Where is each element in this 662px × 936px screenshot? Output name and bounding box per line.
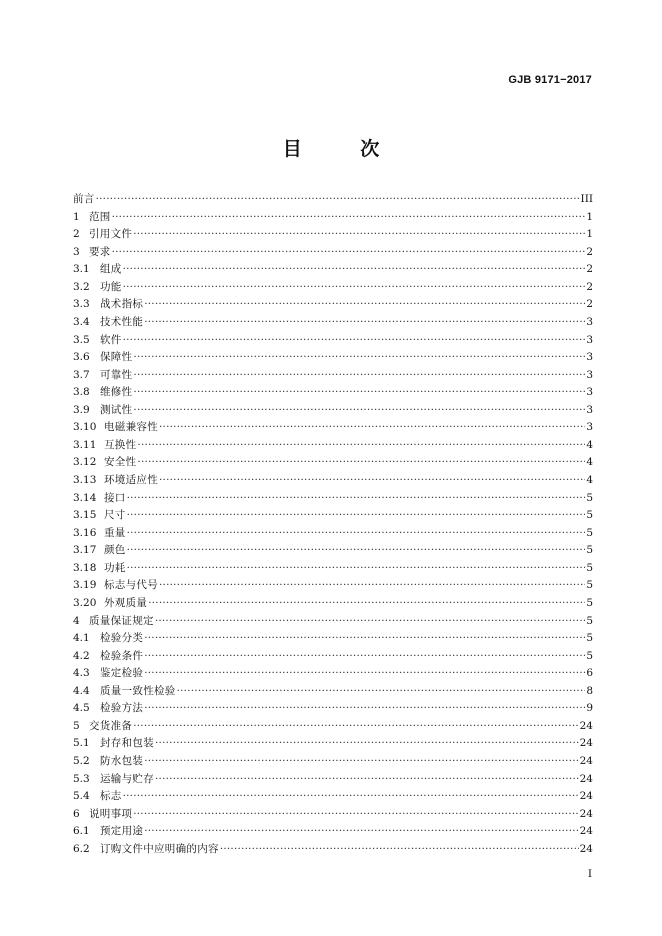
toc-entry-number: 4 bbox=[73, 614, 80, 627]
toc-entry-page: 4 bbox=[586, 474, 593, 486]
toc-entry-number: 3.12 bbox=[73, 456, 97, 469]
toc-entry-title: 环境适应性 bbox=[104, 474, 158, 486]
toc-entry-page: 5 bbox=[586, 526, 593, 539]
toc-entry-page: 24 bbox=[579, 737, 593, 750]
toc-leader-dots bbox=[155, 771, 579, 789]
toc-entry-page: 5 bbox=[586, 649, 593, 662]
toc-leader-dots bbox=[112, 209, 586, 227]
toc-entry-page: 8 bbox=[586, 684, 593, 697]
toc-entry-title: 测试性 bbox=[100, 403, 133, 416]
toc-entry-number: 3.2 bbox=[73, 280, 90, 293]
toc-entry-number: 3.14 bbox=[73, 491, 97, 504]
toc-leader-dots bbox=[123, 261, 586, 279]
page-title: 目 次 bbox=[282, 138, 406, 160]
toc-entry-page: 5 bbox=[586, 544, 593, 557]
toc-leader-dots bbox=[144, 665, 585, 683]
toc-leader-dots bbox=[133, 349, 585, 367]
toc-entry-number: 3.3 bbox=[73, 298, 90, 311]
toc-entry-page: 3 bbox=[586, 315, 593, 328]
toc-entry-number: 3.7 bbox=[73, 368, 90, 381]
toc-entry[interactable] bbox=[73, 279, 593, 297]
toc-entry-page: 2 bbox=[586, 263, 593, 276]
toc-leader-dots bbox=[159, 577, 585, 595]
toc-leader-dots bbox=[127, 542, 586, 560]
toc-entry-title: 检验条件 bbox=[100, 649, 144, 662]
toc-entry-title: 质量保证规定 bbox=[89, 614, 154, 627]
toc-entry-title: 维修性 bbox=[100, 386, 133, 399]
toc-entry[interactable] bbox=[73, 841, 593, 859]
toc-entry-page: 3 bbox=[586, 421, 593, 434]
toc-entry-title: 运输与贮存 bbox=[100, 772, 154, 785]
toc-leader-dots bbox=[148, 595, 585, 613]
toc-entry[interactable] bbox=[73, 367, 593, 385]
toc-entry[interactable] bbox=[73, 577, 593, 595]
toc-entry[interactable] bbox=[73, 560, 593, 578]
toc-entry-page: III bbox=[580, 193, 593, 205]
toc-entry-number: 2 bbox=[73, 228, 80, 241]
toc-entry-number: 3.20 bbox=[73, 596, 97, 609]
toc-entry-page: 24 bbox=[579, 807, 593, 820]
toc-entry-page: 9 bbox=[586, 702, 593, 715]
toc-leader-dots bbox=[144, 648, 585, 666]
toc-entry-number: 4.3 bbox=[73, 667, 90, 680]
toc-entry-title: 范围 bbox=[89, 210, 111, 223]
toc-leader-dots bbox=[123, 332, 586, 350]
toc-entry-number: 3.4 bbox=[73, 315, 90, 328]
toc-entry-title: 接口 bbox=[104, 491, 126, 504]
toc-entry-number: 4.2 bbox=[73, 649, 90, 662]
toc-entry[interactable] bbox=[73, 437, 593, 455]
toc-entry[interactable] bbox=[73, 332, 593, 350]
toc-entry-page: 1 bbox=[586, 228, 593, 241]
toc-leader-dots bbox=[133, 402, 585, 420]
toc-entry-number: 3.13 bbox=[73, 474, 97, 486]
toc-entry[interactable] bbox=[73, 788, 593, 806]
toc-entry-page: 2 bbox=[586, 280, 593, 293]
toc-entry-title: 前言 bbox=[73, 193, 95, 205]
toc-entry[interactable] bbox=[73, 806, 593, 824]
table-of-contents bbox=[73, 191, 593, 858]
toc-entry[interactable] bbox=[73, 226, 593, 244]
toc-entry[interactable] bbox=[73, 630, 593, 648]
toc-entry-number: 3.18 bbox=[73, 561, 97, 574]
toc-entry-title: 颜色 bbox=[104, 544, 126, 557]
toc-entry-title: 电磁兼容性 bbox=[104, 421, 158, 434]
toc-leader-dots bbox=[155, 735, 579, 753]
toc-entry[interactable] bbox=[73, 454, 593, 472]
toc-leader-dots bbox=[96, 191, 580, 209]
toc-entry-number: 6.1 bbox=[73, 825, 90, 838]
toc-entry-page: 3 bbox=[586, 368, 593, 381]
toc-leader-dots bbox=[127, 507, 586, 525]
toc-leader-dots bbox=[144, 630, 585, 648]
toc-entry-number: 3.15 bbox=[73, 509, 97, 522]
toc-entry-page: 3 bbox=[586, 386, 593, 399]
toc-entry-title: 重量 bbox=[104, 526, 126, 539]
toc-entry-page: 24 bbox=[579, 772, 593, 785]
toc-entry[interactable] bbox=[73, 507, 593, 525]
toc-entry-page: 6 bbox=[586, 667, 593, 680]
toc-entry-page: 3 bbox=[586, 403, 593, 416]
toc-entry-page: 4 bbox=[586, 456, 593, 469]
toc-entry-number: 6.2 bbox=[73, 842, 90, 855]
toc-leader-dots bbox=[144, 700, 585, 718]
toc-entry-number: 5.3 bbox=[73, 772, 90, 785]
toc-entry-title: 组成 bbox=[100, 263, 122, 276]
toc-leader-dots bbox=[133, 718, 578, 736]
toc-entry[interactable] bbox=[73, 613, 593, 631]
toc-entry-title: 标志 bbox=[100, 790, 122, 803]
toc-entry[interactable] bbox=[73, 823, 593, 841]
toc-entry[interactable] bbox=[73, 542, 593, 560]
toc-leader-dots bbox=[159, 419, 585, 437]
toc-entry-number: 1 bbox=[73, 210, 80, 223]
toc-entry-number: 3.8 bbox=[73, 386, 90, 399]
toc-entry-title: 标志与代号 bbox=[104, 579, 158, 592]
toc-entry[interactable] bbox=[73, 349, 593, 367]
toc-leader-dots bbox=[123, 279, 586, 297]
toc-entry-number: 4.5 bbox=[73, 702, 90, 715]
toc-entry-title: 保障性 bbox=[100, 351, 133, 364]
toc-entry[interactable] bbox=[73, 718, 593, 736]
toc-entry-page: 24 bbox=[579, 719, 593, 732]
toc-entry[interactable] bbox=[73, 261, 593, 279]
toc-entry-page: 1 bbox=[586, 210, 593, 223]
toc-entry-title: 说明事项 bbox=[89, 807, 133, 820]
toc-entry[interactable] bbox=[73, 191, 593, 209]
toc-entry-number: 5.1 bbox=[73, 737, 90, 750]
toc-leader-dots bbox=[133, 367, 585, 385]
toc-entry-title: 功能 bbox=[100, 280, 122, 293]
toc-entry-number: 3.5 bbox=[73, 333, 90, 346]
toc-entry[interactable] bbox=[73, 753, 593, 771]
toc-entry-page: 24 bbox=[579, 825, 593, 838]
toc-leader-dots bbox=[137, 437, 585, 455]
toc-entry[interactable] bbox=[73, 472, 593, 490]
toc-entry-number: 3.16 bbox=[73, 526, 97, 539]
toc-entry[interactable] bbox=[73, 525, 593, 543]
toc-entry-number: 3 bbox=[73, 245, 80, 258]
toc-entry-number: 3.10 bbox=[73, 421, 97, 434]
toc-leader-dots bbox=[159, 472, 585, 490]
toc-entry-title: 互换性 bbox=[104, 438, 137, 451]
page-number: I bbox=[587, 868, 592, 880]
toc-entry[interactable] bbox=[73, 595, 593, 613]
toc-entry-number: 3.17 bbox=[73, 544, 97, 557]
toc-entry-number: 3.6 bbox=[73, 351, 90, 364]
toc-entry[interactable] bbox=[73, 314, 593, 332]
toc-entry-number: 3.9 bbox=[73, 403, 90, 416]
toc-leader-dots bbox=[127, 525, 586, 543]
toc-entry[interactable] bbox=[73, 648, 593, 666]
toc-entry-page: 24 bbox=[579, 755, 593, 767]
toc-entry-title: 订购文件中应明确的内容 bbox=[100, 842, 219, 855]
toc-entry-title: 战术指标 bbox=[100, 298, 144, 311]
toc-entry-page: 4 bbox=[586, 438, 593, 451]
toc-entry-number: 3.19 bbox=[73, 579, 97, 592]
toc-leader-dots bbox=[155, 613, 586, 631]
toc-leader-dots bbox=[133, 226, 585, 244]
toc-leader-dots bbox=[137, 454, 585, 472]
toc-entry[interactable] bbox=[73, 700, 593, 718]
toc-entry-page: 24 bbox=[579, 842, 593, 855]
toc-leader-dots bbox=[144, 314, 585, 332]
toc-entry-title: 安全性 bbox=[104, 456, 137, 469]
toc-entry-title: 功耗 bbox=[104, 561, 126, 574]
toc-entry-title: 尺寸 bbox=[104, 509, 126, 522]
toc-entry-page: 5 bbox=[586, 509, 593, 522]
toc-entry[interactable] bbox=[73, 244, 593, 262]
toc-entry-number: 5 bbox=[73, 719, 80, 732]
toc-entry[interactable] bbox=[73, 419, 593, 437]
toc-entry-page: 3 bbox=[586, 351, 593, 364]
toc-leader-dots bbox=[123, 788, 579, 806]
toc-entry-title: 封存和包装 bbox=[100, 737, 154, 750]
toc-leader-dots bbox=[112, 244, 586, 262]
toc-entry-title: 技术性能 bbox=[100, 315, 144, 328]
toc-leader-dots bbox=[144, 296, 585, 314]
toc-leader-dots bbox=[144, 823, 578, 841]
toc-leader-dots bbox=[133, 384, 585, 402]
toc-leader-dots bbox=[177, 683, 586, 701]
toc-entry[interactable] bbox=[73, 490, 593, 508]
toc-entry[interactable] bbox=[73, 296, 593, 314]
toc-entry-number: 6 bbox=[73, 807, 80, 820]
toc-entry-page: 2 bbox=[586, 245, 593, 258]
toc-entry-title: 检验分类 bbox=[100, 632, 144, 645]
toc-leader-dots bbox=[220, 841, 579, 859]
toc-entry-title: 引用文件 bbox=[89, 228, 133, 241]
toc-entry-page: 24 bbox=[579, 790, 593, 803]
toc-entry-page: 5 bbox=[586, 596, 593, 609]
toc-entry-page: 2 bbox=[586, 298, 593, 311]
toc-entry-title: 鉴定检验 bbox=[100, 667, 144, 680]
toc-entry-number: 5.4 bbox=[73, 790, 90, 803]
toc-entry-title: 防水包装 bbox=[100, 755, 144, 767]
toc-entry[interactable] bbox=[73, 683, 593, 701]
toc-entry-number: 5.2 bbox=[73, 755, 90, 767]
toc-leader-dots bbox=[127, 490, 586, 508]
toc-entry-number: 3.11 bbox=[73, 438, 97, 451]
toc-entry-page: 5 bbox=[586, 561, 593, 574]
toc-entry-page: 5 bbox=[586, 614, 593, 627]
toc-entry-title: 软件 bbox=[100, 333, 122, 346]
toc-entry-title: 质量一致性检验 bbox=[100, 684, 176, 697]
toc-entry[interactable] bbox=[73, 209, 593, 227]
toc-entry-page: 5 bbox=[586, 632, 593, 645]
toc-entry-title: 要求 bbox=[89, 245, 111, 258]
toc-leader-dots bbox=[127, 560, 586, 578]
toc-entry-page: 5 bbox=[586, 491, 593, 504]
toc-entry-title: 检验方法 bbox=[100, 702, 144, 715]
toc-entry-title: 预定用途 bbox=[100, 825, 144, 838]
toc-entry-number: 4.4 bbox=[73, 684, 90, 697]
toc-entry-number: 4.1 bbox=[73, 632, 90, 645]
toc-entry-page: 3 bbox=[586, 333, 593, 346]
toc-entry-title: 交货准备 bbox=[89, 719, 133, 732]
toc-leader-dots bbox=[133, 806, 578, 824]
toc-leader-dots bbox=[144, 753, 578, 771]
toc-entry-title: 外观质量 bbox=[104, 596, 148, 609]
toc-entry[interactable] bbox=[73, 402, 593, 420]
toc-entry[interactable] bbox=[73, 384, 593, 402]
toc-entry-page: 5 bbox=[586, 579, 593, 592]
toc-entry-title: 可靠性 bbox=[100, 368, 133, 381]
toc-entry-number: 3.1 bbox=[73, 263, 90, 276]
toc-entry[interactable] bbox=[73, 735, 593, 753]
toc-entry[interactable] bbox=[73, 665, 593, 683]
toc-entry[interactable] bbox=[73, 771, 593, 789]
standard-code: GJB 9171−2017 bbox=[508, 74, 592, 86]
